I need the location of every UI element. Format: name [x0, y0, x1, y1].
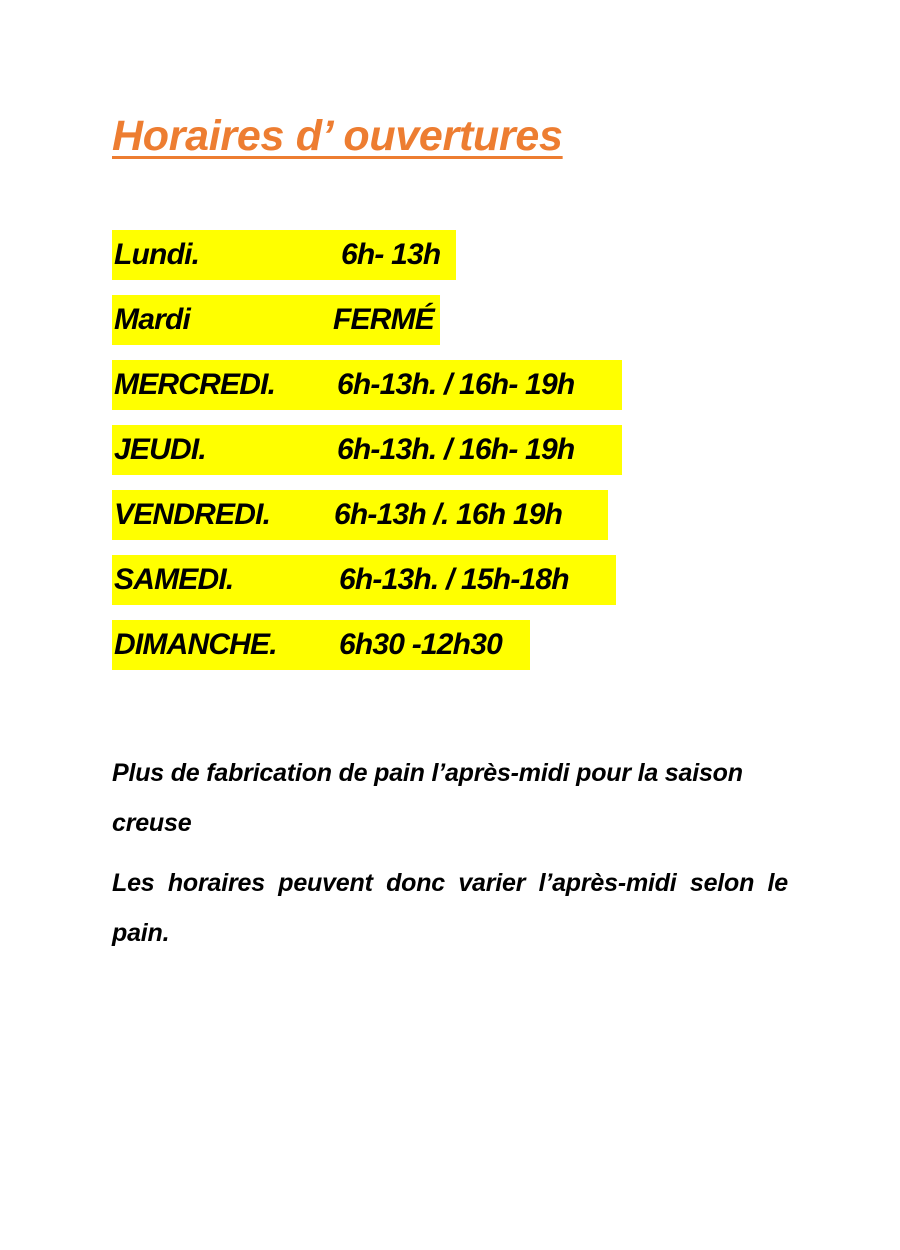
hours-value: 6h- 13h [341, 238, 441, 271]
hours-value: FERMÉ [333, 303, 435, 336]
hours-value: 6h-13h. / 16h- 19h [337, 368, 575, 401]
note-paragraph-bread: Plus de fabrication de pain l’après-midi pour la saison creuse [112, 759, 743, 837]
hours-value: 6h-13h /. 16h 19h [334, 498, 563, 531]
hours-value: 6h30 -12h30 [339, 628, 502, 661]
schedule-row-vendredi [112, 490, 812, 540]
schedule-row-mardi [112, 295, 812, 345]
schedule-row-samedi [112, 555, 812, 605]
schedule-row-dimanche [112, 620, 812, 670]
day-label: Mardi [114, 303, 191, 336]
day-label: MERCREDI. [114, 368, 276, 401]
schedule-row-jeudi [112, 425, 812, 475]
day-label: DIMANCHE. [114, 628, 277, 661]
day-label: JEUDI. [114, 433, 206, 466]
schedule-row-mercredi [112, 360, 812, 410]
day-label: VENDREDI. [114, 498, 271, 531]
day-label: SAMEDI. [114, 563, 234, 596]
schedule-row-lundi [112, 230, 812, 280]
page-title: Horaires d’ ouvertures [112, 112, 563, 160]
hours-value: 6h-13h. / 15h-18h [339, 563, 569, 596]
hours-value: 6h-13h. / 16h- 19h [337, 433, 575, 466]
opening-hours-list [112, 230, 812, 685]
day-label: Lundi. [114, 238, 200, 271]
note-paragraph-hours: Les horaires peuvent donc varier l’après-midi selon le pain. [112, 869, 788, 947]
